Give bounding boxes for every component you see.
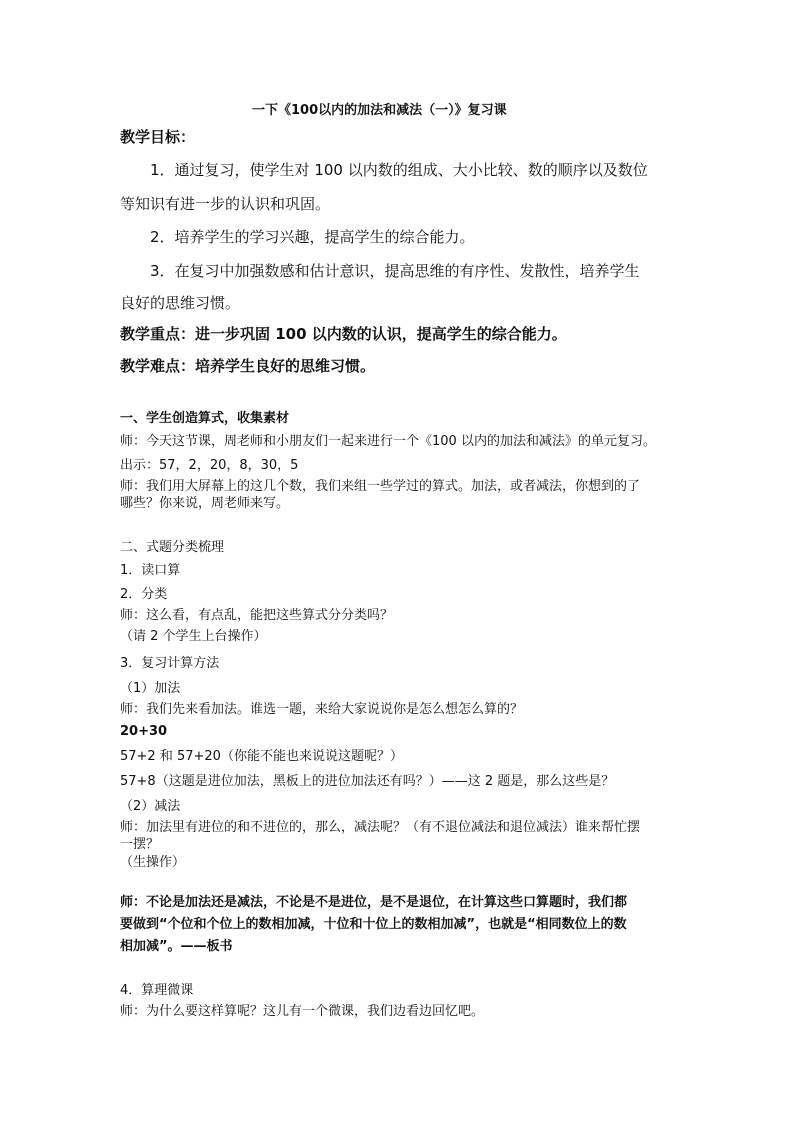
step-4-paragraph: 师：为什么要这样算呢？这儿有一个微课，我们边看边回忆吧。 [120, 1004, 485, 1019]
step-3-subtraction: （2）减法 [120, 799, 181, 814]
objective-1-line-1: 1．通过复习，使学生对 100 以内数的组成、大小比较、数的顺序以及数位 [150, 161, 648, 179]
summary-line-3: 相加减”。——板书 [120, 939, 233, 954]
objective-3-line-1: 3．在复习中加强数感和估计意识，提高思维的有序性、发散性，培养学生 [150, 262, 640, 280]
objective-1-line-2: 等知识有进一步的认识和巩固。 [120, 195, 331, 213]
difficulty: 教学难点：培养学生良好的思维习惯。 [120, 357, 376, 375]
section-1-heading: 一、学生创造算式，收集素材 [120, 411, 290, 426]
objectives-heading: 教学目标： [120, 128, 196, 146]
step-4: 4．算理微课 [120, 983, 194, 998]
objective-2: 2．培养学生的学习兴趣，提高学生的综合能力。 [150, 228, 475, 246]
step-3-addition: （1）加法 [120, 681, 181, 696]
subtraction-paragraph-line-1: 师：加法里有进位的和不进位的，那么，减法呢？（有不退位减法和退位减法）谁来帮忙摆 [120, 820, 641, 835]
summary-line-2: 要做到“个位和个位上的数相加减，十位和十位上的数相加减”，也就是“相同数位上的数 [120, 917, 627, 932]
step-3: 3．复习计算方法 [120, 656, 220, 671]
step-2-paragraph-2: （请 2 个学生上台操作） [120, 629, 267, 644]
addition-example-2: 57+2 和 57+20（你能不能也来说说这题呢？） [120, 749, 403, 764]
objective-3-line-2: 良好的思维习惯。 [120, 294, 241, 312]
section-2-heading: 二、式题分类梳理 [120, 540, 225, 555]
section-1-paragraph-3-line-2: 哪些？你来说，周老师来写。 [120, 496, 290, 511]
summary-line-1: 师：不论是加法还是减法，不论是不是进位，是不是退位，在计算这些口算题时，我们都 [120, 895, 628, 910]
section-1-paragraph-1: 师：今天这节课，周老师和小朋友们一起来进行一个《100 以内的加法和减法》的单元复习。 [120, 434, 656, 449]
step-2: 2．分类 [120, 587, 168, 602]
subtraction-operation: （生操作） [120, 855, 186, 870]
addition-example-1: 20+30 [120, 724, 168, 739]
section-1-paragraph-2: 出示：57，2，20，8，30，5 [120, 458, 299, 473]
addition-example-3: 57+8（这题是进位加法，黑板上的进位加法还有吗？）——这 2 题是，那么这些是？ [120, 774, 615, 789]
subtraction-paragraph-line-2: 一摆？ [120, 837, 160, 852]
document-title: 一下《100以内的加法和减法（一）》复习课 [252, 103, 507, 118]
key-point: 教学重点：进一步巩固 100 以内数的认识，提高学生的综合能力。 [120, 325, 567, 343]
step-1: 1．读口算 [120, 563, 181, 578]
step-2-paragraph-1: 师：这么看，有点乱，能把这些算式分分类吗？ [120, 608, 394, 623]
addition-paragraph: 师：我们先来看加法。谁选一题，来给大家说说你是怎么想怎么算的？ [120, 702, 524, 717]
section-1-paragraph-3-line-1: 师：我们用大屏幕上的这几个数，我们来组一些学过的算式。加法，或者减法，你想到的了 [120, 479, 641, 494]
